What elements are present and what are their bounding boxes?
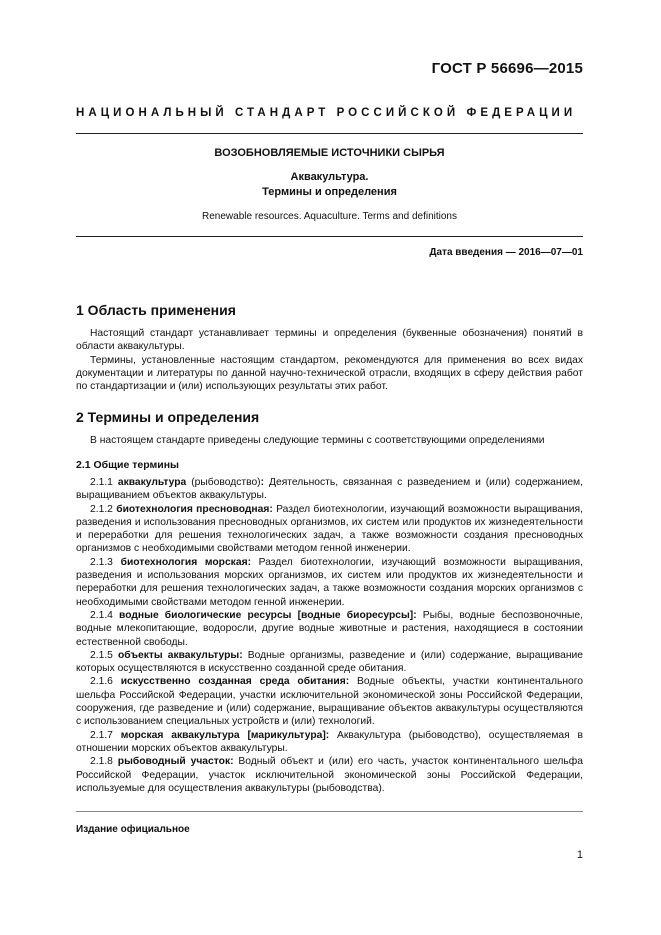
- term-definition: Раздел биотехнологии, изучающий возможности выращивания, разведения и использования пресноводных организмов, их систем или продуктов их жизнедеятельности и переработки для решения технологических задач, а также возможности создания пресноводных организмов с необходимыми свойствами методом генной инженерии.: [76, 503, 583, 555]
- page-number: 1: [576, 849, 583, 861]
- term-colon: :: [260, 477, 265, 488]
- term-extra: (рыбоводство): [186, 477, 261, 488]
- term-entry: [76, 649, 583, 676]
- terms-list: [76, 476, 583, 795]
- divider-top: [76, 133, 583, 134]
- term-definition: Водные организмы, разведение и (или) содержание, выращивание которых осуществляются в искусственно созданной среде обитания.: [76, 649, 583, 675]
- english-title: Renewable resources. Aquaculture. Terms and definitions: [202, 211, 457, 222]
- term-definition: Аквакультура (рыбоводство), осуществляемая в отношении морских объектов аквакультуры.: [76, 729, 583, 754]
- term-colon: :: [345, 676, 350, 688]
- term-number: 2.1.1: [90, 477, 113, 488]
- footer-divider: [76, 811, 583, 812]
- subsection-2-1-heading: 2.1 Общие термины: [76, 459, 180, 471]
- term-name: биотехнология пресноводная:: [116, 503, 273, 515]
- term-number: 2.1.3: [90, 556, 113, 568]
- edition-label: Издание официальное: [76, 824, 190, 835]
- term-number: 2.1.6: [90, 676, 113, 688]
- term-name: рыбоводный участок: [117, 756, 231, 768]
- term-colon: :: [230, 756, 234, 768]
- document-subtitle: [76, 170, 583, 200]
- term-entry: [76, 609, 583, 649]
- term-number: 2.1.2: [90, 503, 113, 515]
- term-name: искусственно созданная среда обитания: [120, 676, 346, 688]
- term-definition: Деятельность, связанная с разведением и (или) содержанием, выращиванием объектов аквакультуры.: [76, 477, 583, 502]
- term-colon: :: [325, 729, 330, 741]
- term-name: биотехнология морская:: [120, 556, 252, 568]
- term-number: 2.1.8: [90, 756, 113, 768]
- term-number: 2.1.4: [90, 609, 113, 621]
- term-name: аквакультура: [117, 477, 187, 488]
- term-definition: Водные объекты, участки континентального шельфа Российской Федерации, участки исключительной экономической зоны Российской Федерации, сооружения, где разведение и (или) содержание, выращивание объектов аквакультуры осуществляются с использованием специальных устройств и (или) технологий.: [76, 676, 583, 728]
- document-title: ВОЗОБНОВЛЯЕМЫЕ ИСТОЧНИКИ СЫРЬЯ: [214, 147, 445, 159]
- gost-number: ГОСТ Р 56696—2015: [431, 60, 583, 77]
- term-number: 2.1.5: [90, 649, 113, 661]
- subtitle-line-1: Аквакультура.: [290, 171, 369, 183]
- section-1-paragraph-2: Термины, установленные настоящим стандартом, рекомендуются для применения во всех видах документации и литературы по данной научно-технической отрасли, входящих в сферу действия работ по стандартизации и (или) использующих результаты этих работ.: [76, 354, 583, 393]
- section-1-paragraph-1: Настоящий стандарт устанавливает термины и определения (буквенные обозначения) понятий в области аквакультуры.: [76, 328, 583, 353]
- section-2-heading: 2 Термины и определения: [76, 409, 260, 425]
- term-entry: [76, 755, 583, 795]
- intro-date: Дата введения — 2016—07—01: [429, 247, 583, 258]
- term-name: объекты аквакультуры: [117, 649, 240, 661]
- section-2-intro: В настоящем стандарте приведены следующие термины с соответствующими определениями: [90, 435, 545, 446]
- term-entry: [76, 503, 583, 556]
- term-name: морская аквакультура [марикультура]: [120, 729, 326, 741]
- term-number: 2.1.7: [90, 729, 113, 741]
- national-standard-title: НАЦИОНАЛЬНЫЙ СТАНДАРТ РОССИЙСКОЙ ФЕДЕРАЦИИ: [76, 107, 577, 119]
- subtitle-line-2: Термины и определения: [262, 186, 397, 198]
- term-definition: Раздел биотехнологии, изучающий возможности выращивания, разведения и использования морских организмов, их систем или продуктов их жизнедеятельности и переработки для решения технологических задач, а также возможности создания морских организмов с необходимыми свойствами методом генной инженерии.: [76, 556, 583, 608]
- term-definition: Рыбы, водные беспозвоночные, водные млекопитающие, водоросли, другие водные животные и растения, находящиеся в состоянии естественной свободы.: [76, 609, 583, 648]
- divider-bottom: [76, 236, 583, 237]
- term-entry: [76, 729, 583, 756]
- section-1-body: [76, 327, 583, 393]
- term-definition: Водный объект и (или) его часть, участок континентального шельфа Российской Федерации, участок исключительной экономической зоны Российской Федерации, используемые для осуществления аквакультуры (рыбоводства).: [76, 756, 583, 794]
- term-name: водные биологические ресурсы [водные биоресурсы]:: [119, 609, 417, 621]
- section-1-heading: 1 Область применения: [76, 302, 236, 318]
- term-colon: :: [239, 649, 243, 661]
- term-entry: [76, 675, 583, 728]
- term-entry: [76, 476, 583, 503]
- term-entry: [76, 556, 583, 609]
